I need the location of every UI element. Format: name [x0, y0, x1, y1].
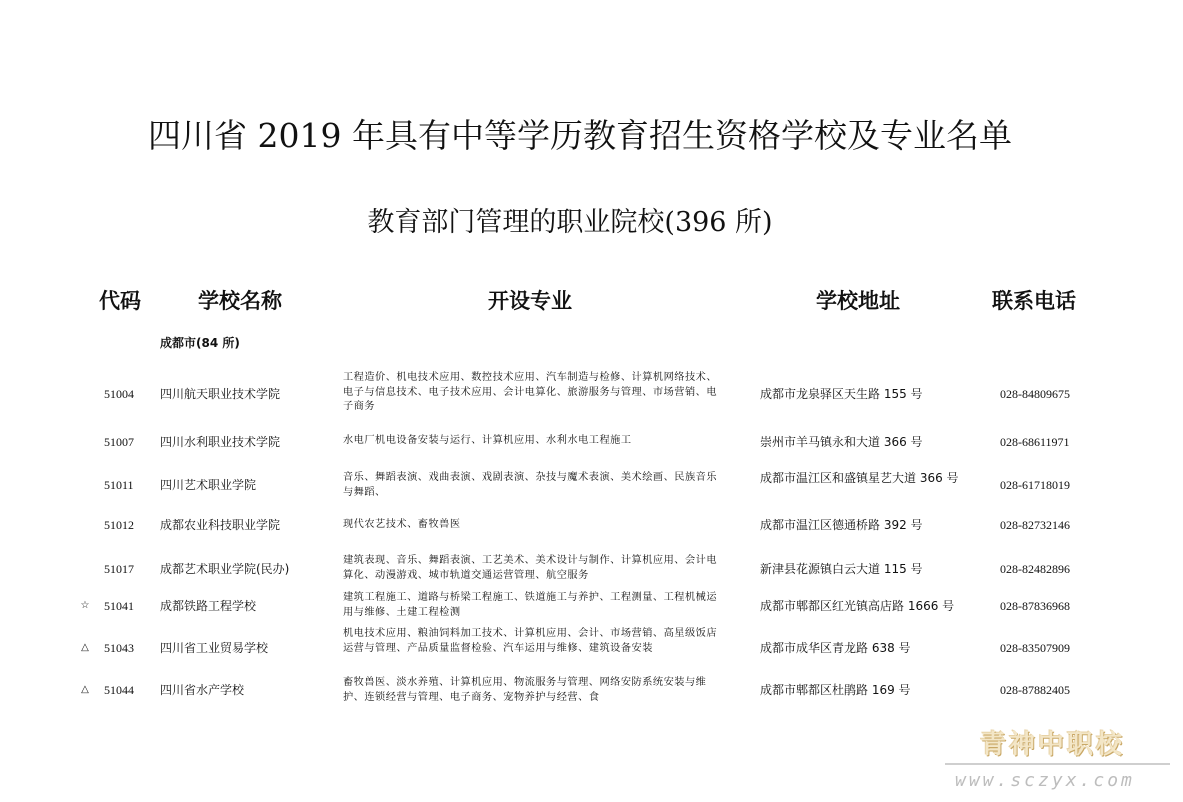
- school-majors: 畜牧兽医、淡水养殖、计算机应用、物流服务与管理、网络安防系统安装与维护、连锁经营与管理、电子商务、宠物养护与经营、食: [343, 677, 707, 703]
- school-code: 51011: [104, 478, 134, 492]
- school-code: 51012: [104, 518, 134, 532]
- school-phone: 028-83507909: [1000, 641, 1070, 655]
- school-address: 成都市温江区和盛镇星艺大道 366 号: [760, 471, 959, 485]
- school-address: 成都市郫都区杜鹃路 169 号: [760, 683, 911, 697]
- city-section-label: 成都市(84 所): [160, 336, 240, 350]
- school-majors: 建筑表现、音乐、舞蹈表演、工艺美术、美术设计与制作、计算机应用、会计电算化、动漫游戏、城市轨道交通运营管理、航空服务: [343, 555, 718, 581]
- school-code: 51044: [104, 683, 134, 697]
- watermark-url: www.sczyx.com: [955, 770, 1135, 791]
- header-school-name: 学校名称: [198, 289, 282, 313]
- table-row: [0, 591, 1183, 621]
- school-address: 成都市温江区德通桥路 392 号: [760, 518, 923, 532]
- school-majors: 水电厂机电设备安装与运行、计算机应用、水利水电工程施工: [343, 435, 632, 446]
- table-row: [0, 434, 1183, 452]
- school-phone: 028-61718019: [1000, 478, 1070, 492]
- school-name: 四川水利职业技术学院: [160, 435, 281, 449]
- school-code: 51017: [104, 562, 134, 576]
- row-mark: △: [81, 642, 89, 653]
- header-code: 代码: [99, 289, 141, 313]
- school-address: 崇州市羊马镇永和大道 366 号: [760, 435, 923, 449]
- school-address: 新津县花源镇白云大道 115 号: [760, 562, 923, 576]
- school-address: 成都市成华区青龙路 638 号: [760, 641, 911, 655]
- row-mark: △: [81, 684, 89, 695]
- school-majors: 建筑工程施工、道路与桥梁工程施工、铁道施工与养护、工程测量、工程机械运用与维修、土建工程检测: [343, 592, 718, 618]
- school-name: 四川省工业贸易学校: [160, 641, 269, 655]
- school-name: 成都艺术职业学院(民办): [160, 562, 290, 576]
- row-mark: ☆: [80, 600, 90, 611]
- table-row: [0, 471, 1183, 501]
- school-majors: 现代农艺技术、畜牧兽医: [343, 519, 461, 530]
- school-phone: 028-84809675: [1000, 387, 1070, 401]
- school-address: 成都市龙泉驿区天生路 155 号: [760, 387, 923, 401]
- school-phone: 028-82482896: [1000, 562, 1070, 576]
- watermark-divider: [945, 763, 1170, 765]
- school-name: 四川省水产学校: [160, 683, 245, 697]
- school-phone: 028-82732146: [1000, 518, 1070, 532]
- table-row: [0, 627, 1183, 671]
- table-row: [0, 676, 1183, 706]
- table-row: [0, 371, 1183, 417]
- school-phone: 028-87882405: [1000, 683, 1070, 697]
- school-majors: 音乐、舞蹈表演、戏曲表演、戏剧表演、杂技与魔术表演、美术绘画、民族音乐与舞蹈、: [343, 472, 718, 498]
- table-row: [0, 518, 1183, 534]
- document-subtitle: 教育部门管理的职业院校(396 所): [367, 207, 773, 238]
- school-name: 成都铁路工程学校: [160, 599, 257, 613]
- header-address: 学校地址: [816, 289, 900, 313]
- school-majors: 工程造价、机电技术应用、数控技术应用、汽车制造与检修、计算机网络技术、电子与信息技术、电子技术应用、会计电算化、旅游服务与管理、市场营销、电子商务: [343, 372, 718, 412]
- watermark-logo-text: 青神中职校: [980, 730, 1126, 760]
- header-majors: 开设专业: [488, 289, 572, 313]
- school-name: 四川艺术职业学院: [160, 478, 257, 492]
- school-name: 成都农业科技职业学院: [160, 518, 281, 532]
- school-majors: 机电技术应用、粮油饲料加工技术、计算机应用、会计、市场营销、高星级饭店运营与管理、产品质量监督检验、汽车运用与维修、建筑设备安装: [343, 628, 718, 654]
- header-phone: 联系电话: [992, 289, 1076, 313]
- school-code: 51041: [104, 599, 134, 613]
- school-code: 51043: [104, 641, 134, 655]
- school-code: 51004: [104, 387, 134, 401]
- school-code: 51007: [104, 435, 134, 449]
- document-title: 四川省 2019 年具有中等学历教育招生资格学校及专业名单: [148, 116, 1012, 155]
- school-phone: 028-68611971: [1000, 435, 1070, 449]
- school-address: 成都市郫都区红光镇高店路 1666 号: [760, 599, 955, 613]
- school-phone: 028-87836968: [1000, 599, 1070, 613]
- school-name: 四川航天职业技术学院: [160, 387, 281, 401]
- table-row: [0, 554, 1183, 584]
